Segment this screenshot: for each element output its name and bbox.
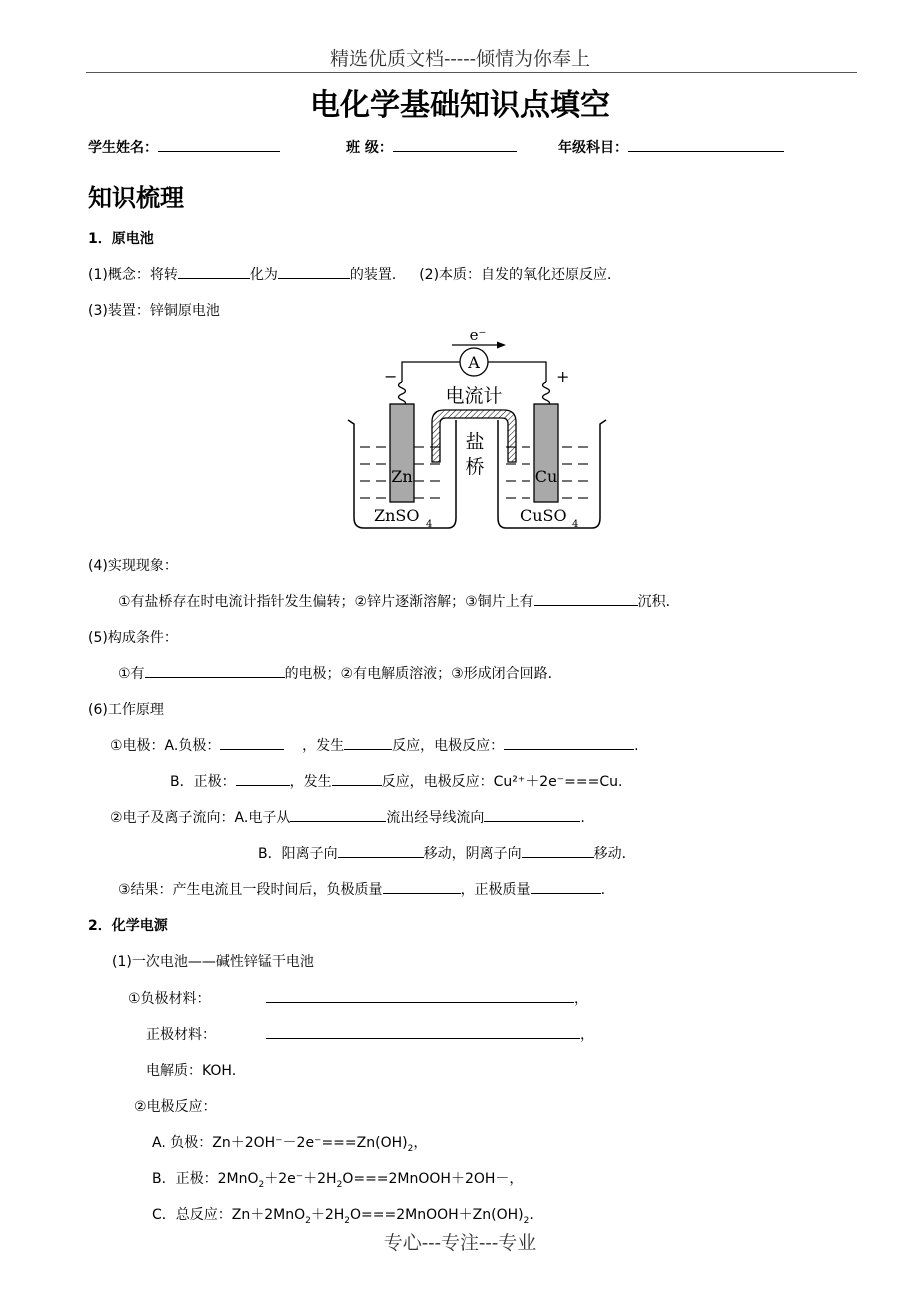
- principle-heading: (6)工作原理: [88, 702, 164, 718]
- positive-electrode-line: [170, 771, 622, 791]
- reaction-positive: [152, 1168, 523, 1190]
- pos-blank-2: [332, 771, 382, 786]
- class-blank: [393, 137, 517, 152]
- result-line: [118, 879, 605, 899]
- wire-right: [488, 362, 546, 382]
- conditions-line: [118, 663, 562, 683]
- neg-blank-2: [344, 735, 392, 750]
- reaction-positive-sub-1: 2: [258, 1179, 265, 1190]
- ion-text-b: 移动，阴离子向: [423, 846, 522, 862]
- pos-text-a: B．正极：: [170, 774, 236, 790]
- flow-text-b: 流出经导线流向: [386, 810, 485, 826]
- result-text-c: .: [600, 882, 606, 898]
- pos-blank-1: [236, 771, 290, 786]
- primary-battery-line: (1)一次电池——碱性锌锰干电池: [112, 954, 314, 970]
- electron-flow-line: [110, 807, 585, 827]
- phenomenon-blank: [534, 591, 638, 606]
- right-spring-coil: [543, 382, 550, 406]
- neg-text-a: ①电极：A.负极：: [110, 738, 221, 754]
- reaction-overall-sub-3: 2: [523, 1215, 530, 1226]
- phenomenon-line: [118, 591, 680, 611]
- reaction-overall-end: .: [529, 1207, 534, 1223]
- flow-blank-2: [484, 807, 580, 822]
- concept-blank-1: [178, 264, 250, 279]
- class-field: [346, 137, 517, 157]
- ion-flow-line: [258, 843, 636, 863]
- meter-label: 电流计: [445, 385, 503, 407]
- ion-text-c: 移动．: [593, 846, 636, 862]
- galvanic-cell-diagram: [340, 322, 610, 534]
- concept-text-b: 化为: [249, 267, 278, 283]
- header-divider: [86, 72, 857, 73]
- student-name-field: [88, 137, 280, 157]
- reactions-heading: ②电极反应：: [134, 1099, 217, 1115]
- subject-field: [558, 137, 784, 157]
- class-label: 班 级：: [346, 140, 393, 156]
- ion-blank-1: [338, 843, 424, 858]
- reaction-positive-text-2: ＋2e⁻＋2H: [264, 1171, 337, 1187]
- positive-material-label: 正极材料：: [146, 1027, 216, 1043]
- pos-material-comma: ，: [580, 1027, 594, 1043]
- conditions-heading: (5)构成条件：: [88, 630, 178, 646]
- neg-material-blank: [266, 988, 574, 1003]
- reaction-positive-text-3: O===2MnOOH＋2OH－，: [342, 1171, 524, 1187]
- concept-line: [88, 264, 621, 284]
- result-blank-2: [531, 879, 601, 894]
- phenomenon-text: ①有盐桥存在时电流计指针发生偏转；②锌片逐渐溶解；③铜片上有: [118, 594, 534, 610]
- pos-text-b: ，发生: [289, 774, 332, 790]
- ion-text-a: B．阳离子向: [258, 846, 338, 862]
- electrolyte-line: 电解质：KOH.: [146, 1063, 237, 1079]
- page-header: 精选优质文档-----倾情为你奉上: [329, 48, 591, 70]
- reaction-overall-text-3: O===2MnOOH＋Zn(OH): [350, 1207, 524, 1223]
- neg-text-b: ，发生: [302, 738, 345, 754]
- wire-left: [402, 362, 460, 382]
- ion-blank-2: [522, 843, 594, 858]
- subject-blank: [628, 137, 784, 152]
- negative-material-label: ①负极材料：: [128, 991, 211, 1007]
- neg-blank-1: [220, 735, 284, 750]
- phenomenon-end: 沉积．: [637, 594, 680, 610]
- section-title: 知识梳理: [88, 184, 184, 212]
- minus-sign: −: [384, 367, 398, 386]
- bridge-label-1: 盐: [465, 431, 485, 453]
- concept-blank-2: [278, 264, 350, 279]
- student-name-blank: [158, 137, 280, 152]
- pos-material-blank: [266, 1024, 580, 1039]
- result-text-a: ③结果：产生电流且一段时间后，负极质量: [118, 882, 383, 898]
- flow-text-c: .: [580, 810, 585, 826]
- phenomenon-heading: (4)实现现象：: [88, 558, 178, 574]
- reaction-positive-text-1: B．正极：2MnO: [152, 1171, 259, 1187]
- device-line: (3)装置：锌铜原电池: [88, 303, 220, 319]
- result-text-b: ，正极质量: [460, 882, 531, 898]
- electron-arrow-head: [497, 342, 506, 349]
- cuso4-label: CuSO: [520, 506, 567, 525]
- heading-chemical-power: 2．化学电源: [88, 918, 168, 934]
- conditions-blank: [145, 663, 285, 678]
- heading-galvanic-cell: 1．原电池: [88, 231, 154, 247]
- znso4-subscript: 4: [426, 519, 433, 530]
- result-blank-1: [383, 879, 461, 894]
- reaction-positive-sub-2: 2: [336, 1179, 343, 1190]
- neg-blank-3: [504, 735, 634, 750]
- pos-text-c: 反应，电极反应：Cu²⁺＋2e⁻===Cu.: [381, 774, 623, 790]
- electron-label: e⁻: [469, 326, 487, 344]
- concept-text-c: 的装置．: [349, 267, 406, 283]
- ammeter-symbol: A: [468, 353, 480, 372]
- conditions-text-a: ①有: [118, 666, 145, 682]
- left-spring-coil: [399, 382, 406, 406]
- student-name-label: 学生姓名：: [88, 140, 158, 156]
- reaction-negative-text: A. 负极：Zn＋2OH⁻－2e⁻===Zn(OH): [152, 1135, 408, 1151]
- neg-text-d: .: [634, 738, 639, 754]
- flow-text-a: ②电子及离子流向：A.电子从: [110, 810, 291, 826]
- negative-electrode-line: [110, 735, 639, 755]
- zinc-electrode: [390, 404, 414, 502]
- reaction-overall: [152, 1204, 534, 1226]
- subject-label: 年级科目：: [558, 140, 628, 156]
- reaction-negative-end: ，: [413, 1135, 428, 1151]
- cu-label: Cu: [534, 467, 558, 486]
- cuso4-subscript: 4: [572, 519, 579, 530]
- reaction-overall-text-1: C．总反应：Zn＋2MnO: [152, 1207, 306, 1223]
- neg-text-c: 反应，电极反应：: [392, 738, 505, 754]
- reaction-overall-sub-1: 2: [305, 1215, 311, 1226]
- copper-electrode: [534, 404, 558, 502]
- reaction-overall-text-2: ＋2H: [310, 1207, 345, 1223]
- essence-text: (2)本质：自发的氧化还原反应．: [419, 267, 622, 283]
- positive-material-answer: [266, 1024, 594, 1044]
- zn-label: Zn: [391, 467, 413, 486]
- flow-blank-1: [290, 807, 386, 822]
- concept-text-a: (1)概念：将转: [88, 267, 178, 283]
- conditions-text-b: 的电极；②有电解质溶液；③形成闭合回路．: [284, 666, 562, 682]
- znso4-label: ZnSO: [374, 506, 420, 525]
- negative-material-answer: [266, 988, 588, 1008]
- bridge-label-2: 桥: [465, 456, 485, 478]
- reaction-negative-sub: 2: [407, 1143, 414, 1154]
- reaction-negative: [152, 1132, 427, 1154]
- plus-sign: +: [556, 367, 570, 386]
- document-title: 电化学基础知识点填空: [310, 88, 610, 123]
- neg-material-comma: ，: [574, 991, 588, 1007]
- page-footer: 专心---专注---专业: [383, 1232, 537, 1254]
- reaction-overall-sub-2: 2: [344, 1215, 351, 1226]
